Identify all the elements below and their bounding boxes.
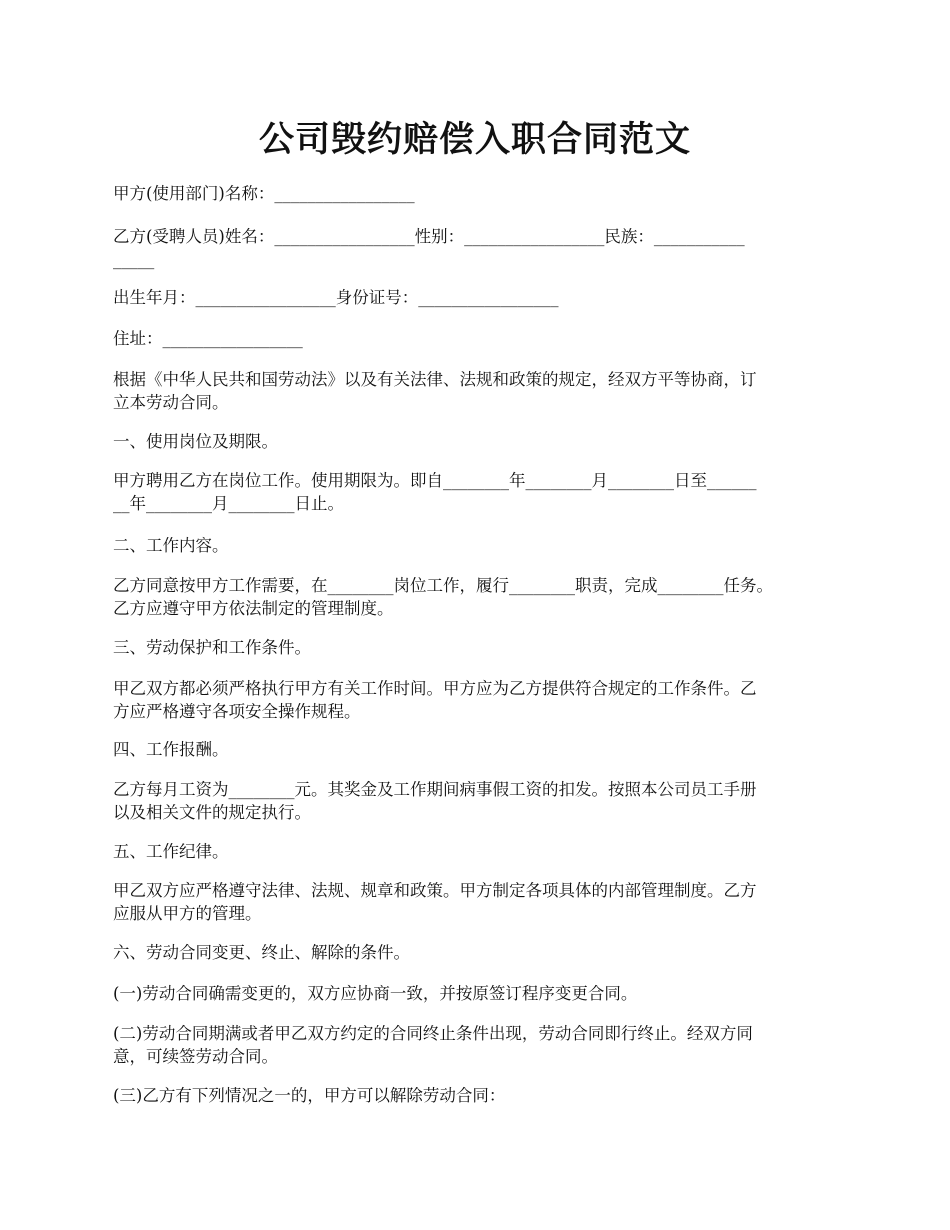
- section-5-body-2: 应服从甲方的管理。: [113, 904, 262, 923]
- section-5-body-1: 甲乙双方应严格遵守法律、法规、规章和政策。甲方制定各项具体的内部管理制度。乙方: [113, 881, 757, 900]
- preamble-line-2: 立本劳动合同。: [113, 393, 229, 412]
- section-1-heading: 一、使用岗位及期限。: [113, 432, 278, 451]
- clause-6-2-line-1: (二)劳动合同期满或者甲乙双方约定的合同终止条件出现，劳动合同即行终止。经双方同: [113, 1024, 753, 1043]
- section-2-body-1: 乙方同意按甲方工作需要，在________岗位工作，履行________职责，完成________任务。: [113, 576, 773, 595]
- party-b-info-line: 乙方(受聘人员)姓名：_________________性别：_________________民族：___________: [113, 227, 745, 246]
- section-3-heading: 三、劳动保护和工作条件。: [113, 638, 311, 657]
- section-3-body-2: 方应严格遵守各项安全操作规程。: [113, 702, 361, 721]
- party-b-info-line-cont: _____: [113, 250, 155, 269]
- section-4-heading: 四、工作报酬。: [113, 740, 229, 759]
- section-4-body-2: 以及相关文件的规定执行。: [113, 803, 311, 822]
- section-1-body-1: 甲方聘用乙方在岗位工作。使用期限为。即自________年________月________日至______: [113, 471, 757, 490]
- section-4-body-1: 乙方每月工资为________元。其奖金及工作期间病事假工资的扣发。按照本公司员工手册: [113, 780, 757, 799]
- section-2-body-2: 乙方应遵守甲方依法制定的管理制度。: [113, 599, 394, 618]
- section-1-body-2: __年________月________日止。: [113, 494, 344, 513]
- section-6-heading: 六、劳动合同变更、终止、解除的条件。: [113, 943, 410, 962]
- party-a-name-line: 甲方(使用部门)名称：_________________: [113, 184, 415, 203]
- birth-id-line: 出生年月：_________________身份证号：_________________: [113, 288, 559, 307]
- clause-6-3: (三)乙方有下列情况之一的，甲方可以解除劳动合同：: [113, 1086, 506, 1105]
- clause-6-1: (一)劳动合同确需变更的，双方应协商一致，并按原签订程序变更合同。: [113, 984, 638, 1003]
- address-line: 住址：_________________: [113, 329, 303, 348]
- section-2-heading: 二、工作内容。: [113, 536, 229, 555]
- clause-6-2-line-2: 意，可续签劳动合同。: [113, 1047, 278, 1066]
- document-title: 公司毁约赔偿入职合同范文: [258, 119, 691, 160]
- section-3-body-1: 甲乙双方都必须严格执行甲方有关工作时间。甲方应为乙方提供符合规定的工作条件。乙: [113, 679, 757, 698]
- section-5-heading: 五、工作纪律。: [113, 842, 229, 861]
- preamble-line-1: 根据《中华人民共和国劳动法》以及有关法律、法规和政策的规定，经双方平等协商，订: [113, 370, 757, 389]
